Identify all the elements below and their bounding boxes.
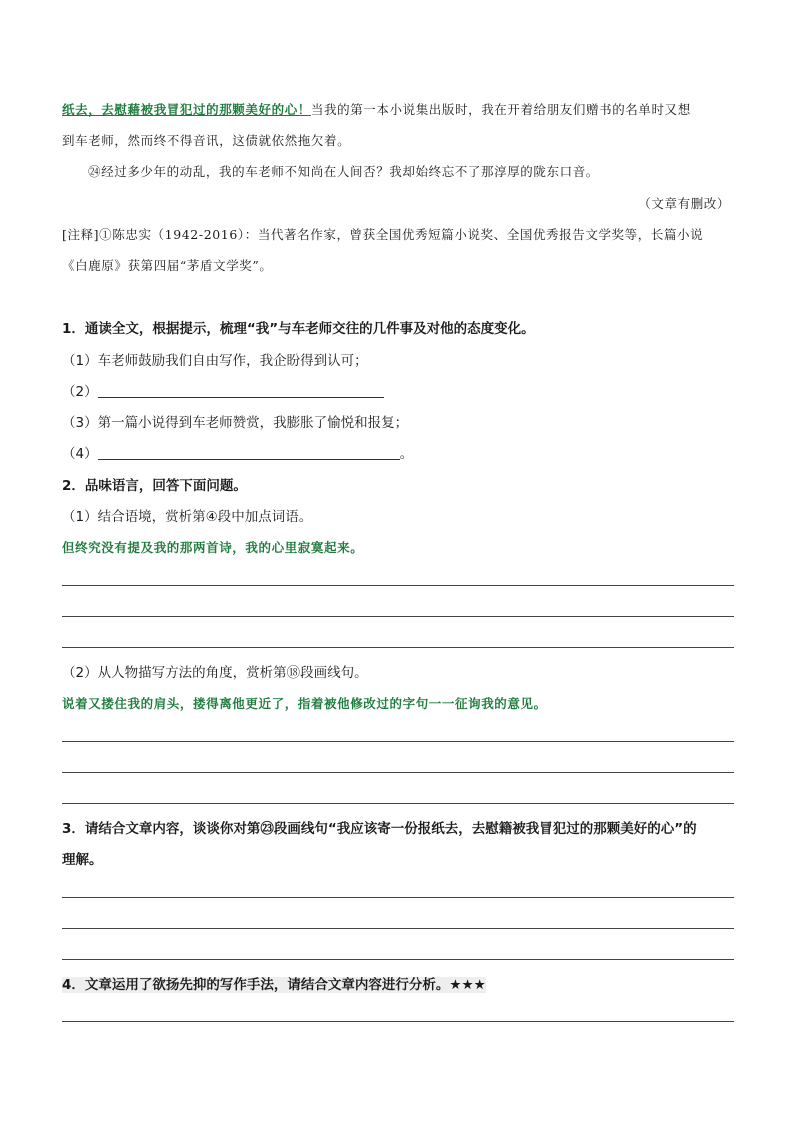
answer-line[interactable] [62, 741, 734, 742]
passage-line-2: 到车老师，然而终不得音讯，这债就依然拖欠着。 [62, 133, 351, 148]
answer-line[interactable] [62, 585, 734, 586]
answer-line[interactable] [62, 1021, 734, 1022]
annotation-line-2: 《白鹿原》获第四届“茅盾文学奖”。 [62, 258, 273, 273]
q1-item-4-end: 。 [399, 446, 414, 462]
q3-title-line-1: 3．请结合文章内容，谈谈你对第㉓段画线句“我应该寄一份报纸去，去慰籍被我冒犯过的那颗美好的心”的 [62, 821, 697, 837]
answer-line[interactable] [62, 647, 734, 648]
answer-line[interactable] [62, 616, 734, 617]
q4-title [62, 976, 734, 994]
q2-quote-1: 但终究没有提及我的那两首诗，我的心里寂寞起来。 [62, 540, 364, 555]
q1-item-4 [62, 445, 734, 463]
passage-line-1 [62, 101, 734, 119]
q1-item-2 [62, 383, 734, 401]
answer-line[interactable] [62, 772, 734, 773]
q1-item-2-answer-blank[interactable] [98, 383, 384, 398]
answer-line[interactable] [62, 959, 734, 960]
q2-title: 2．品味语言，回答下面问题。 [62, 478, 247, 494]
q1-title: 1．通读全文，根据提示，梳理“我”与车老师交往的几件事及对他的态度变化。 [62, 321, 535, 337]
q1-item-4-label: （4） [62, 446, 98, 462]
annotation-line-1: [注释]①陈忠实（1942-2016）：当代著名作家，曾获全国优秀短篇小说奖、全国优秀报告文学奖等，长篇小说 [62, 227, 704, 242]
answer-line[interactable] [62, 803, 734, 804]
q1-item-2-label: （2） [62, 384, 98, 400]
q2-sub-1: （1）结合语境，赏析第④段中加点词语。 [62, 509, 313, 525]
source-note: （文章有删改） [638, 196, 730, 211]
passage-paragraph-24: ㉔经过多少年的动乱，我的车老师不知尚在人间否？我却始终忘不了那淳厚的陇东口音。 [88, 164, 599, 179]
q3-title-line-2: 理解。 [62, 852, 103, 868]
q4-title-text: 4．文章运用了欲扬先抑的写作手法，请结合文章内容进行分析。★★★ [62, 977, 486, 993]
passage-line-1-rest: 当我的第一本小说集出版时，我在开着给朋友们赠书的名单时又想 [310, 102, 691, 117]
q2-sub-2: （2）从人物描写方法的角度，赏析第⑱段画线句。 [62, 665, 368, 681]
q1-item-1: （1）车老师鼓励我们自由写作，我企盼得到认可； [62, 353, 368, 369]
q1-item-4-answer-blank[interactable] [98, 445, 400, 460]
answer-line[interactable] [62, 928, 734, 929]
q2-quote-2: 说着又搂住我的肩头，搂得离他更近了，指着被他修改过的字句一一征询我的意见。 [62, 696, 547, 711]
passage-underlined-sentence: 纸去，去慰藉被我冒犯过的那颗美好的心！ [62, 102, 311, 117]
answer-line[interactable] [62, 897, 734, 898]
q1-item-3: （3）第一篇小说得到车老师赞赏，我膨胀了愉悦和报复； [62, 415, 409, 431]
